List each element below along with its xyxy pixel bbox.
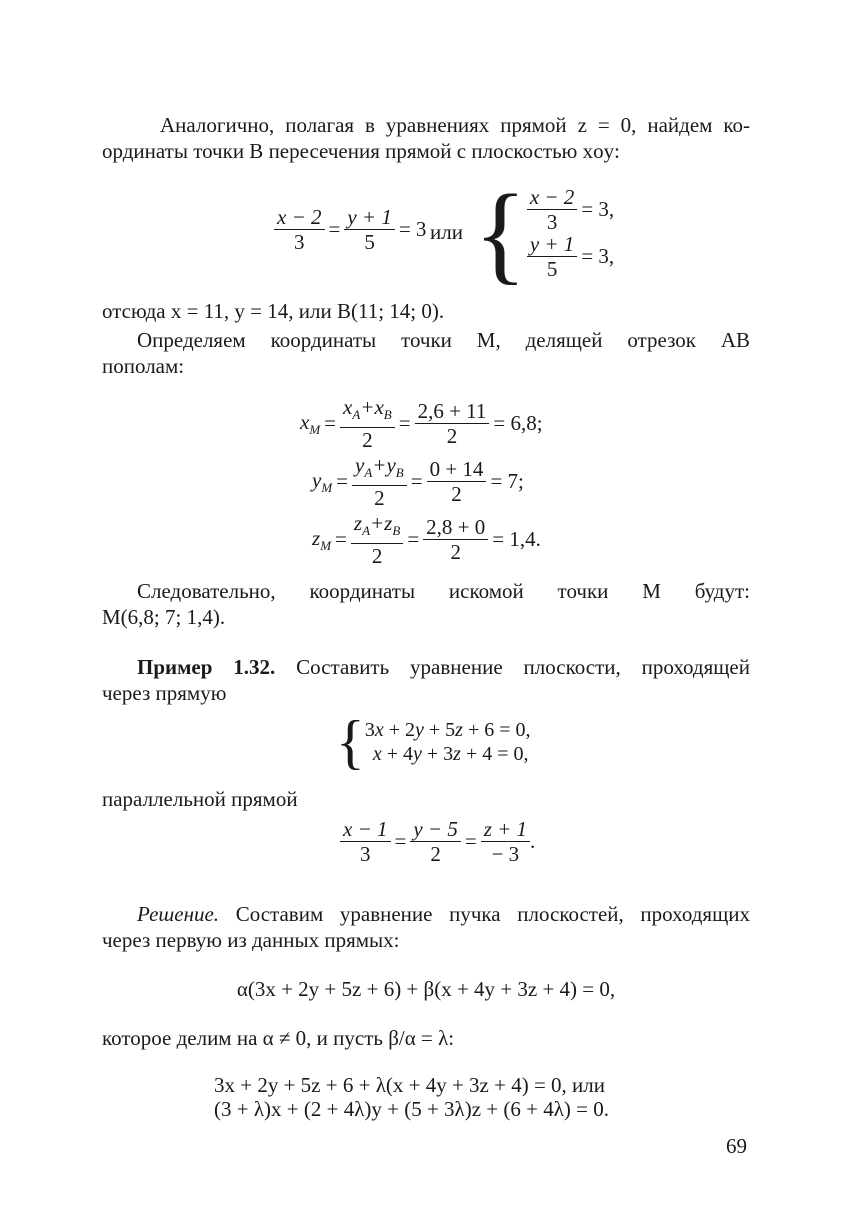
paragraph-intro-line1: Аналогично, полагая в уравнениях прямой z = 0, найдем ко- [160,113,750,137]
paragraph-divide: которое делим на α ≠ 0, и пусть β/α = λ: [102,1026,455,1050]
solution-text: Составим уравнение пучка плоскостей, проходящих [219,902,750,926]
paragraph-parallel: параллельной прямой [102,787,298,811]
paragraph-result-B: отсюда x = 11, y = 14, или B(11; 14; 0). [102,299,445,323]
equation-yM: $y_M$ = $\frac{y_A+y_B}{2}$ = $\frac{0 + 14}{2}$ = 7; [312,453,524,510]
page-number: 69 [726,1134,747,1158]
equation-parallel-line: $\frac{x - 1}{3}$ = $\frac{y - 5}{2}$ = $\frac{z + 1}{- 3}$ . [340,818,535,865]
paragraph-conclusion-line2: M(6,8; 7; 1,4). [102,605,226,629]
paragraph-midpoint-line2: пополам: [102,354,185,378]
paragraph-intro-line2: ординаты точки B пересечения прямой с плоскостью xoy: [102,139,620,163]
equation-final-1: 3x + 2y + 5z + 6 + λ(x + 4y + 3z + 4) = 0, или [214,1073,606,1097]
solution-line2: через первую из данных прямых: [102,928,400,952]
equation-system-B: { $\frac{x - 2}{3}$ = 3, $\frac{y + 1}{5}$ = 3, [474,172,615,294]
example-heading-line1 [102,655,750,680]
equation-zM: $z_M$ = $\frac{z_A+z_B}{2}$ = $\frac{2,8 + 0}{2}$ = 1,4. [312,511,541,568]
example-heading-line2: через прямую [102,681,227,705]
fraction: $\frac{x - 2}{3}$ [274,206,325,253]
example-text: Составить уравнение плоскости, проходящей [275,655,750,679]
or-word: или [430,220,463,244]
equation-canonical-B: $\frac{x - 2}{3}$ = $\frac{y + 1}{5}$ = 3 [274,206,430,253]
solution-label: Решение. [137,902,220,926]
paragraph-midpoint-line1: Определяем координаты точки M, делящей отрезок AB [137,328,750,352]
equation-xM: $x_M$ = $\frac{x_A+x_B}{2}$ = $\frac{2,6 + 11}{2}$ = 6,8; [300,395,543,452]
equation-final-2: (3 + λ)x + (2 + 4λ)y + (5 + 3λ)z + (6 + 4λ) = 0. [214,1097,609,1121]
solution-line1 [102,902,750,927]
example-label: Пример 1.32. [137,655,276,679]
paragraph-conclusion-line1: Следовательно, координаты искомой точки M будут: [137,579,750,603]
fraction: $\frac{y + 1}{5}$ [344,206,395,253]
equation-system-line: { 3x + 2y + 5z + 6 = 0, x + 4y + 3z + 4 = 0, [336,709,531,775]
equation-pencil: α(3x + 2y + 5z + 6) + β(x + 4y + 3z + 4) = 0, [236,977,616,1001]
